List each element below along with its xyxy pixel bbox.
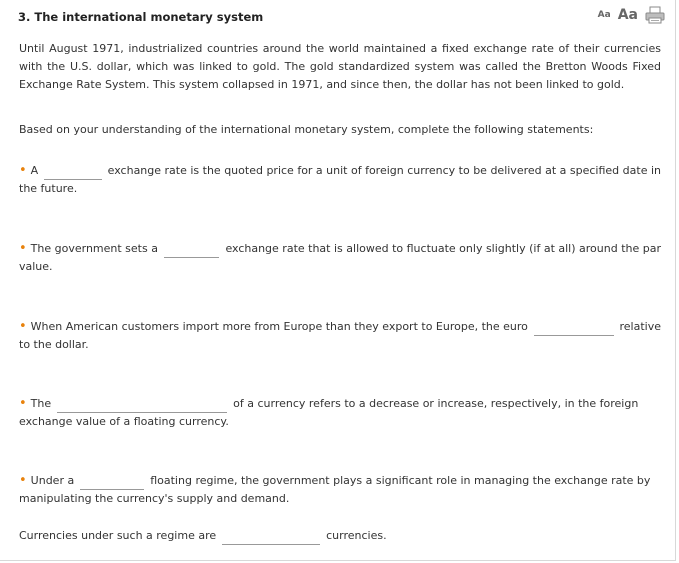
statement-4 <box>19 395 661 431</box>
statement-text-after: floating regime, the government plays a significant role in managing the exchange rate by <box>150 474 651 487</box>
bullet-icon: • <box>19 473 27 488</box>
statement-text-after: currencies. <box>326 529 387 542</box>
statement-text-cont: manipulating the currency's supply and demand. <box>19 492 290 505</box>
statement-text-cont: the future. <box>19 182 78 195</box>
statement-text-cont: value. <box>19 260 53 273</box>
question-title: 3. The international monetary system <box>18 10 264 24</box>
statement-text-after: of a currency refers to a decrease or increase, respectively, in the foreign <box>233 397 639 410</box>
statement-text-before: When American customers import more from Europe than they export to Europe, the euro <box>30 320 528 333</box>
answer-dropdown-3[interactable] <box>534 324 614 336</box>
statement-text-before: Currencies under such a regime are <box>19 529 217 542</box>
statement-text-before: The <box>30 397 52 410</box>
answer-dropdown-4[interactable] <box>57 401 227 413</box>
bullet-icon: • <box>19 396 27 411</box>
increase-font-button[interactable]: Aa <box>617 7 638 23</box>
answer-dropdown-6[interactable] <box>222 533 320 545</box>
decrease-font-button[interactable]: Aa <box>597 10 611 20</box>
bullet-icon: • <box>19 319 27 334</box>
statement-text-after: relative <box>619 320 661 333</box>
bullet-icon: • <box>19 163 27 178</box>
toolbar <box>598 6 665 24</box>
statement-text-before: The government sets a <box>30 242 158 255</box>
answer-dropdown-1[interactable] <box>44 168 101 180</box>
instructions: Based on your understanding of the international monetary system, complete the following statements: <box>19 123 594 136</box>
statement-2 <box>19 240 661 276</box>
statement-text-cont: to the dollar. <box>19 338 89 351</box>
print-icon[interactable] <box>645 6 665 24</box>
statement-text-cont: exchange value of a floating currency. <box>19 415 229 428</box>
statement-6 <box>19 527 661 545</box>
statement-1 <box>19 162 661 198</box>
statement-text-before: A <box>30 164 39 177</box>
statement-text-after: exchange rate that is allowed to fluctuate only slightly (if at all) around the par <box>225 242 661 255</box>
statement-3 <box>19 318 661 354</box>
answer-dropdown-2[interactable] <box>164 246 219 258</box>
statement-text-before: Under a <box>30 474 75 487</box>
intro-paragraph: Until August 1971, industrialized countries around the world maintained a fixed exchange rate of their currencies with the U.S. dollar, which was linked to gold. The gold standardized system was called the Bretton Woods Fixed Exchange Rate System. This system collapsed in 1971, and since then, the dollar has not been linked to gold. <box>19 42 661 91</box>
statement-5 <box>19 472 661 508</box>
statement-text-after: exchange rate is the quoted price for a unit of foreign currency to be delivered at a specified date in <box>107 164 661 177</box>
answer-dropdown-5[interactable] <box>80 478 144 490</box>
bullet-icon: • <box>19 241 27 256</box>
